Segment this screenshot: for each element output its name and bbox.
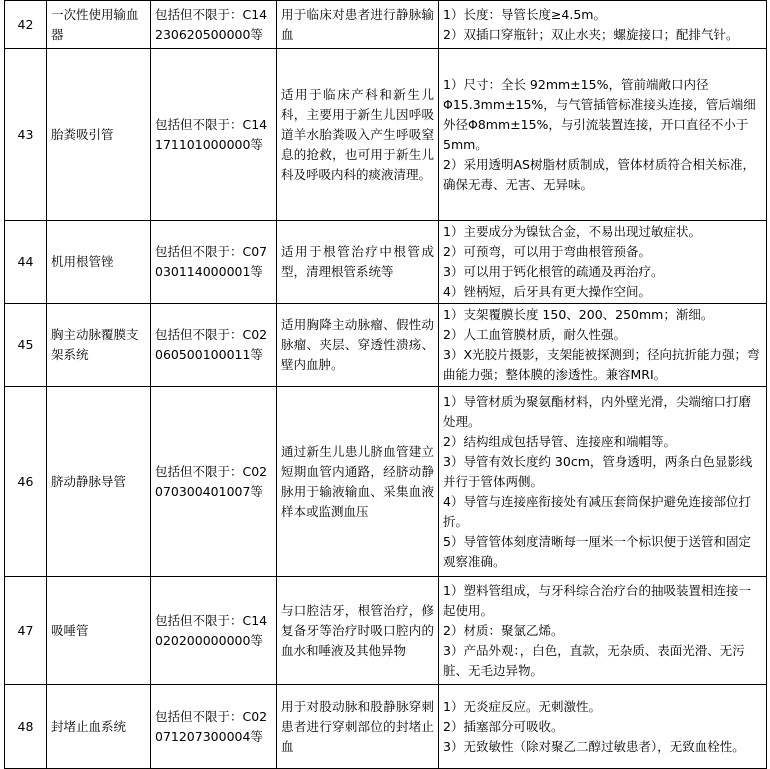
requirement-item: 1）主要成分为镍钛合金，不易出现过敏症状。 bbox=[443, 224, 701, 239]
table-row bbox=[5, 304, 767, 387]
table-row bbox=[5, 685, 767, 769]
product-code: 包括但不限于：C02060500100011等 bbox=[151, 304, 277, 387]
product-requirements bbox=[439, 685, 767, 769]
table-row bbox=[5, 577, 767, 685]
product-name: 胸主动脉覆膜支架系统 bbox=[47, 304, 151, 387]
requirement-item: 3）可以用于钙化根管的疏通及再治疗。 bbox=[443, 264, 664, 279]
product-code: 包括但不限于：C02071207300004等 bbox=[151, 685, 277, 769]
requirement-item: 3）导管有效长度约 30cm，管身透明，两条白色显影线并行于管体两侧。 bbox=[443, 453, 753, 489]
requirement-item: 1）支架覆膜长度 150、200、250mm；渐细。 bbox=[443, 307, 714, 322]
product-usage: 用于临床对患者进行静脉输血 bbox=[277, 1, 439, 49]
row-number: 42 bbox=[5, 1, 47, 49]
product-requirements bbox=[439, 1, 767, 49]
requirement-item: 3）产品外观：，白色，直款，无杂质、表面光滑、无污脏、无毛边异物。 bbox=[443, 642, 745, 678]
product-code: 包括但不限于：C07030114000001等 bbox=[151, 221, 277, 304]
product-code: 包括但不限于：C14230620500000等 bbox=[151, 1, 277, 49]
product-usage: 用于对股动脉和股静脉穿刺患者进行穿刺部位的封堵止血 bbox=[277, 685, 439, 769]
requirement-item: 1）导管材质为聚氨酯材料，内外壁光滑，尖端缩口打磨处理。 bbox=[443, 393, 751, 429]
product-usage: 适用于根管治疗中根管成型，清理根管系统等 bbox=[277, 221, 439, 304]
product-requirements bbox=[439, 577, 767, 685]
table-row bbox=[5, 387, 767, 577]
product-name: 胎粪吸引管 bbox=[47, 49, 151, 221]
requirement-item: 4）导管与连接座衔接处有减压套筒保护避免连接部位打折。 bbox=[443, 493, 751, 529]
row-number: 48 bbox=[5, 685, 47, 769]
product-code: 包括但不限于：C02070300401007等 bbox=[151, 387, 277, 577]
row-number: 44 bbox=[5, 221, 47, 304]
requirement-item: 1）长度：导管长度≥4.5m。 bbox=[443, 6, 606, 22]
product-code: 包括但不限于：C14020200000000等 bbox=[151, 577, 277, 685]
requirement-item: 1）塑料管组成，与牙科综合治疗台的抽吸装置相连接一起使用。 bbox=[443, 582, 751, 618]
product-name: 一次性使用输血器 bbox=[47, 1, 151, 49]
product-usage: 适用于临床产科和新生儿科，主要用于新生儿因呼吸道羊水胎粪吸入产生呼吸窒息的抢救，也可用于新生儿科及呼吸内科的痰液清理。 bbox=[277, 49, 439, 221]
requirement-item: 2）结构组成包括导管、连接座和端帽等。 bbox=[443, 433, 676, 449]
table-row bbox=[5, 49, 767, 221]
requirement-item: 3）X光胶片摄影，支架能被探测到；径向抗折能力强；弯曲能力强；整体膜的渗透性。兼容MRI。 bbox=[443, 347, 760, 382]
product-requirements bbox=[439, 387, 767, 577]
product-requirements bbox=[439, 221, 767, 304]
requirement-item: 2）材质：聚氯乙烯。 bbox=[443, 622, 564, 638]
row-number: 47 bbox=[5, 577, 47, 685]
requirement-item: 3）无致敏性（除对聚乙二醇过敏患者），无致血栓性。 bbox=[443, 738, 745, 754]
table-row bbox=[5, 221, 767, 304]
requirement-item: 2）双插口穿瓶针；双止水夹；螺旋接口；配排气针。 bbox=[443, 26, 739, 42]
row-number: 43 bbox=[5, 49, 47, 221]
product-usage: 通过新生儿患儿脐血管建立短期血管内通路，经脐动静脉用于输液输血、采集血液样本或监测血压 bbox=[277, 387, 439, 577]
table-row bbox=[5, 1, 767, 49]
requirement-item: 2）人工血管膜材质，耐久性强。 bbox=[443, 327, 626, 342]
product-requirements bbox=[439, 49, 767, 221]
requirement-item: 1）尺寸：全长 92mm±15%，管前端敞口内径Φ15.3mm±15%，与气管插管标准接头连接，管后端细外径Φ8mm±15%，与引流装置连接，开口直径不小于5mm。 bbox=[443, 76, 756, 152]
requirement-item: 2）插塞部分可吸收。 bbox=[443, 718, 564, 734]
product-name: 吸唾管 bbox=[47, 577, 151, 685]
requirement-item: 5）导管管体刻度清晰每一厘米一个标识便于送管和固定观察准确。 bbox=[443, 533, 751, 569]
product-name: 脐动静脉导管 bbox=[47, 387, 151, 577]
product-code: 包括但不限于：C14171101000000等 bbox=[151, 49, 277, 221]
requirement-item: 2）采用透明AS树脂材质制成，管体材质符合相关标准，确保无毒、无害、无异味。 bbox=[443, 156, 755, 192]
requirement-item: 2）可预弯，可以用于弯曲根管预备。 bbox=[443, 244, 651, 259]
product-usage: 与口腔洁牙，根管治疗，修复备牙等治疗时吸口腔内的血水和唾液及其他异物 bbox=[277, 577, 439, 685]
product-name: 封堵止血系统 bbox=[47, 685, 151, 769]
product-name: 机用根管锉 bbox=[47, 221, 151, 304]
product-spec-table bbox=[4, 0, 767, 769]
product-usage: 适用胸降主动脉瘤、假性动脉瘤、夹层、穿透性溃疡、壁内血肿。 bbox=[277, 304, 439, 387]
row-number: 46 bbox=[5, 387, 47, 577]
requirement-item: 4）锉柄短，后牙具有更大操作空间。 bbox=[443, 284, 651, 299]
requirement-item: 1）无炎症反应。无刺激性。 bbox=[443, 698, 601, 714]
product-requirements bbox=[439, 304, 767, 387]
row-number: 45 bbox=[5, 304, 47, 387]
